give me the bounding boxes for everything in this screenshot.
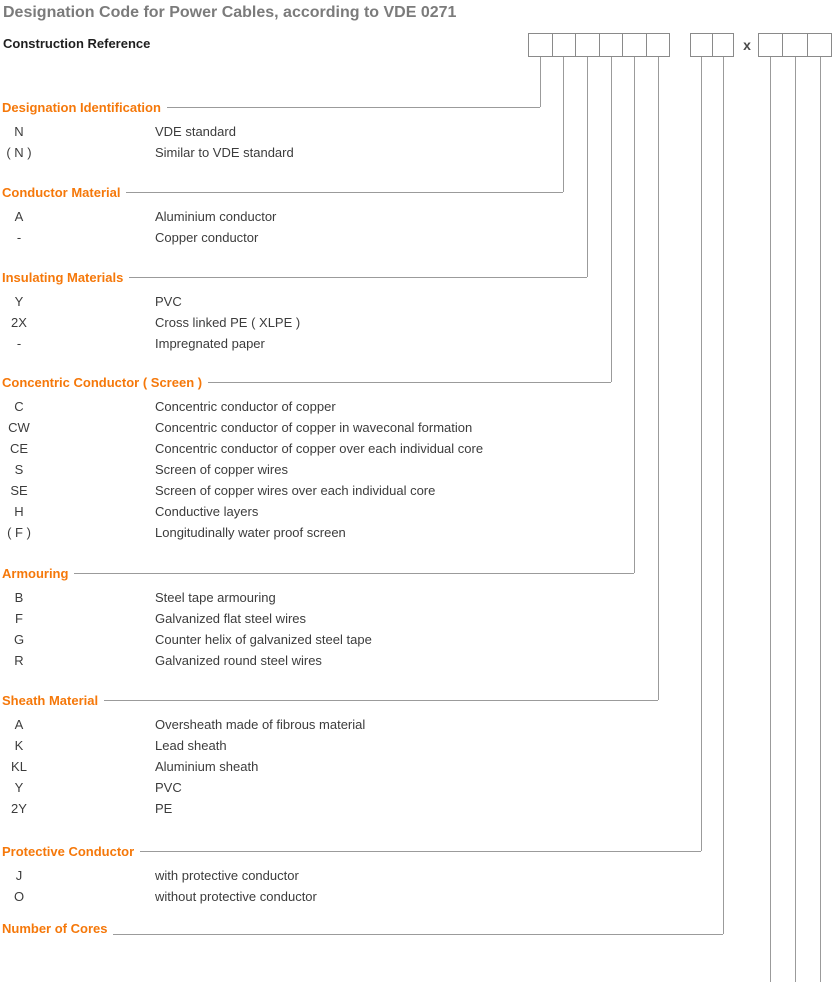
multiplication-symbol: x — [743, 37, 751, 53]
code-row — [2, 396, 611, 417]
code-row — [2, 865, 701, 886]
code-description: Oversheath made of fibrous material — [155, 717, 366, 732]
construction-reference-label: Construction Reference — [3, 36, 151, 51]
code-description: Copper conductor — [155, 230, 259, 245]
connector-line-sheath-material — [658, 57, 659, 700]
code-row — [2, 714, 658, 735]
connector-horizontal-line — [208, 382, 611, 383]
code-value: CW — [8, 420, 30, 435]
code-value: 2X — [11, 315, 27, 330]
section-heading: Insulating Materials — [2, 270, 124, 285]
code-row — [2, 587, 634, 608]
code-row — [2, 459, 611, 480]
code-box-group-cores — [690, 33, 734, 57]
code-value: S — [14, 462, 24, 477]
code-description: Longitudinally water proof screen — [155, 525, 346, 540]
connector-horizontal-line — [129, 277, 587, 278]
code-description: with protective conductor — [155, 868, 299, 883]
code-value: A — [14, 717, 24, 732]
code-description: Concentric conductor of copper in waveconal formation — [155, 420, 473, 435]
section-designation-identification — [2, 100, 540, 163]
code-description: Counter helix of galvanized steel tape — [155, 632, 372, 647]
code-row — [2, 522, 611, 543]
code-box-group-designation — [528, 33, 670, 57]
code-box-cell — [691, 34, 713, 56]
code-description: Screen of copper wires over each individual core — [155, 483, 436, 498]
connector-line-number-of-cores — [723, 57, 724, 934]
section-insulating-materials — [2, 270, 587, 354]
section-concentric-conductor — [2, 375, 611, 543]
code-box-cell — [529, 34, 553, 56]
code-description: Galvanized round steel wires — [155, 653, 322, 668]
code-value: ( F ) — [7, 525, 31, 540]
section-number-of-cores — [2, 921, 723, 936]
code-box-cell — [553, 34, 577, 56]
code-value: - — [16, 230, 22, 245]
code-value: A — [14, 209, 24, 224]
code-row — [2, 333, 587, 354]
code-row — [2, 735, 658, 756]
code-description: Aluminium sheath — [155, 759, 259, 774]
code-description: Lead sheath — [155, 738, 227, 753]
connector-horizontal-line — [113, 934, 723, 935]
section-heading: Designation Identification — [2, 100, 161, 115]
code-description: Cross linked PE ( XLPE ) — [155, 315, 301, 330]
code-box-cell — [808, 34, 831, 56]
code-value: - — [16, 336, 22, 351]
code-row — [2, 886, 701, 907]
code-box-group-cross-section — [758, 33, 832, 57]
connector-horizontal-line — [140, 851, 701, 852]
code-description: PE — [155, 801, 173, 816]
code-value: R — [14, 653, 24, 668]
code-description: Conductive layers — [155, 504, 259, 519]
code-box-cell — [600, 34, 624, 56]
connector-horizontal-line — [167, 107, 540, 108]
code-box-cell — [576, 34, 600, 56]
code-value: J — [15, 868, 23, 883]
code-value: B — [14, 590, 24, 605]
section-sheath-material — [2, 693, 658, 819]
code-value: K — [14, 738, 24, 753]
code-value: Y — [14, 294, 24, 309]
connector-line-insulating-materials — [587, 57, 588, 277]
code-description: PVC — [155, 294, 182, 309]
code-row — [2, 501, 611, 522]
code-description: Galvanized flat steel wires — [155, 611, 307, 626]
code-value: 2Y — [11, 801, 27, 816]
section-heading: Sheath Material — [2, 693, 99, 708]
connector-horizontal-line — [74, 573, 634, 574]
code-box-cell — [713, 34, 734, 56]
code-row — [2, 480, 611, 501]
code-value: H — [14, 504, 24, 519]
connector-line-conductor-material — [563, 57, 564, 192]
code-row — [2, 777, 658, 798]
connector-line-concentric-conductor — [611, 57, 612, 382]
code-description: Screen of copper wires — [155, 462, 288, 477]
code-value: G — [13, 632, 25, 647]
code-value: O — [13, 889, 25, 904]
code-box-cell — [647, 34, 670, 56]
code-row — [2, 206, 563, 227]
code-row — [2, 121, 540, 142]
code-description: Steel tape armouring — [155, 590, 276, 605]
connector-line-protective-conductor — [701, 57, 702, 851]
code-description: Aluminium conductor — [155, 209, 277, 224]
code-row — [2, 142, 540, 163]
connector-horizontal-line — [126, 192, 563, 193]
code-value: CE — [9, 441, 29, 456]
code-row — [2, 756, 658, 777]
code-row — [2, 798, 658, 819]
code-value: KL — [11, 759, 27, 774]
section-protective-conductor — [2, 844, 701, 907]
section-armouring — [2, 566, 634, 671]
section-heading: Concentric Conductor ( Screen ) — [2, 375, 203, 390]
connector-line-designation-identification — [540, 57, 541, 107]
code-row — [2, 312, 587, 333]
code-row — [2, 291, 587, 312]
connector-line-cross-section-3 — [820, 57, 821, 982]
section-heading: Number of Cores — [2, 921, 108, 936]
connector-line-cross-section-2 — [795, 57, 796, 982]
code-description: Impregnated paper — [155, 336, 265, 351]
section-heading: Armouring — [2, 566, 69, 581]
page-title: Designation Code for Power Cables, according to VDE 0271 — [3, 4, 457, 21]
connector-line-armouring — [634, 57, 635, 573]
code-box-cell — [623, 34, 647, 56]
code-value: ( N ) — [6, 145, 32, 160]
section-heading: Protective Conductor — [2, 844, 135, 859]
code-row — [2, 629, 634, 650]
code-value: SE — [10, 483, 28, 498]
code-value: N — [14, 124, 24, 139]
code-description: PVC — [155, 780, 182, 795]
code-row — [2, 438, 611, 459]
section-conductor-material — [2, 185, 563, 248]
code-box-cell — [783, 34, 807, 56]
section-heading: Conductor Material — [2, 185, 121, 200]
code-description: Concentric conductor of copper over each individual core — [155, 441, 484, 456]
code-value: Y — [14, 780, 24, 795]
code-row — [2, 650, 634, 671]
code-row — [2, 608, 634, 629]
code-box-cell — [759, 34, 783, 56]
code-description: Concentric conductor of copper — [155, 399, 336, 414]
code-row — [2, 227, 563, 248]
code-description: without protective conductor — [155, 889, 317, 904]
code-value: F — [15, 611, 23, 626]
connector-line-cross-section-1 — [770, 57, 771, 982]
code-row — [2, 417, 611, 438]
connector-horizontal-line — [104, 700, 658, 701]
code-value: C — [14, 399, 24, 414]
code-description: VDE standard — [155, 124, 236, 139]
code-description: Similar to VDE standard — [155, 145, 294, 160]
